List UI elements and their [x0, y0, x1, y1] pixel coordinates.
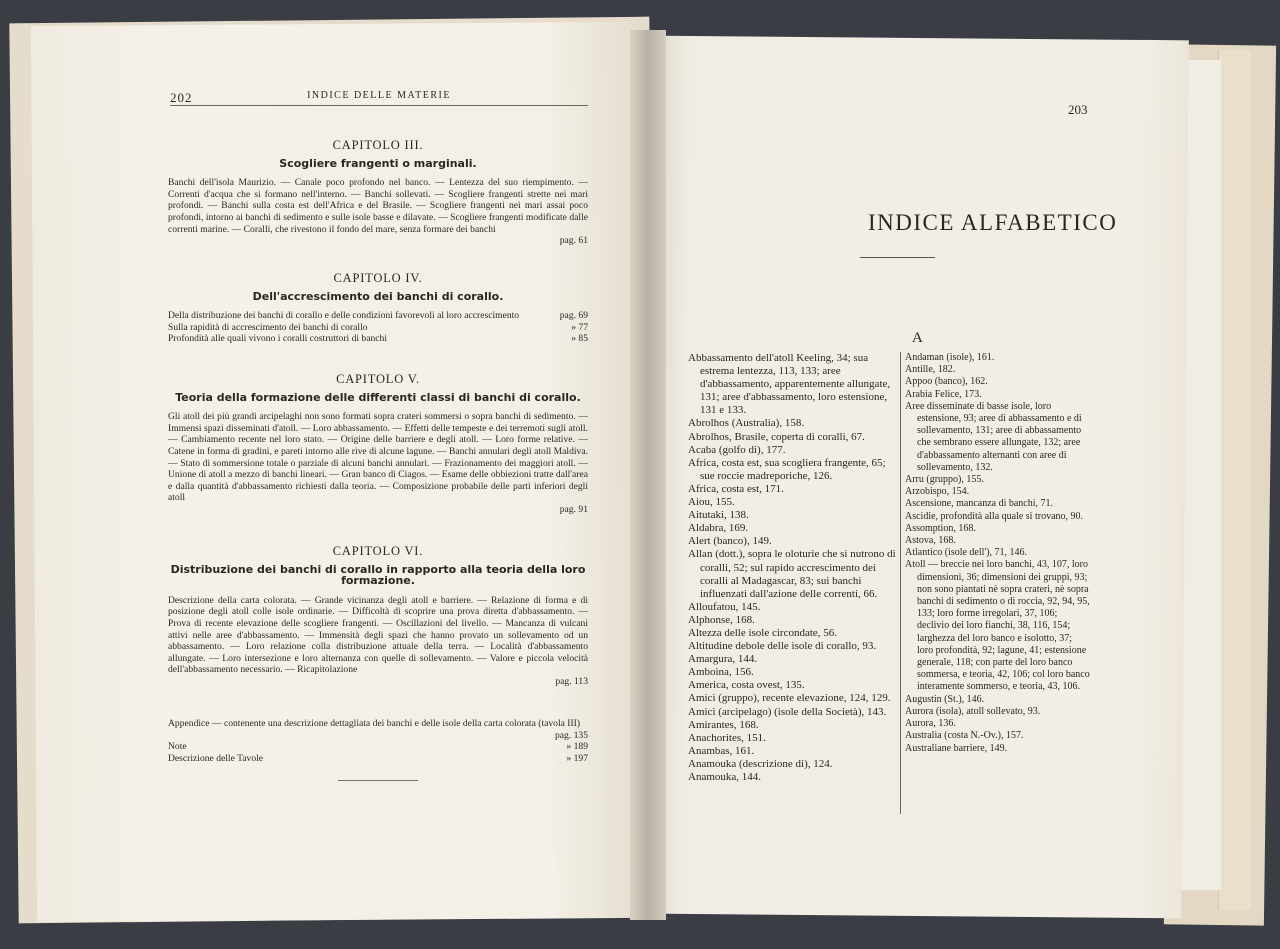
- toc-line: Note » 189: [168, 741, 588, 753]
- index-entry: Aldabra, 169.: [688, 522, 749, 535]
- index-entry: Andaman (isole), 161.: [905, 352, 995, 363]
- index-entry: Amici (arcipelago) (isole della Società), 143.: [688, 705, 887, 718]
- index-entry: Anamouka, 144.: [688, 771, 762, 783]
- index-entry: Appoo (banco), 162.: [905, 376, 988, 388]
- index-entry: Atoll — breccie nei loro banchi, 43, 107, loro dimensioni, 36; dimensioni dei gruppi, 93; non sono piantati nè sopra crateri, nè sopra banchi di sedimento o di roccia, 92, 94, 95, 133; loro forme irregolari, 37, 106; declivio dei loro fianchi, 38, 116, 154; larghezza del loro banco e isolotto, 37; loro profondità, 92; lagune, 41; estensione generale, 118; con parte del loro banco sommersa, e teoria, 42, 106; col loro banco interamente sommerso, e teoria, 43, 106.: [905, 559, 1090, 693]
- index-entry: Africa, costa est, sua scogliera frangente, 65; sue roccie madreporiche, 126.: [688, 456, 886, 482]
- book-gutter: [630, 30, 666, 920]
- index-entry: Astova, 168.: [905, 535, 956, 547]
- index-entry: Altezza delle isole circondate, 56.: [688, 626, 838, 639]
- chapter-title: Scogliere frangenti o marginali.: [279, 156, 477, 170]
- index-entry: Amici (gruppo), recente elevazione, 124, 129.: [688, 692, 891, 705]
- appendix-list: [168, 718, 588, 764]
- index-entry: Abbassamento dell'atoll Keeling, 34; sua estrema lentezza, 113, 133; aree d'abbassamento, apparentemente allungate, 131; aree d'abbassamento, loro estensione, 131 e 133.: [688, 352, 891, 417]
- index-entry: Abrolhos, Brasile, coperta di coralli, 67.: [688, 430, 865, 443]
- page-stack-edge: [1218, 50, 1251, 910]
- chapter-3: [168, 140, 588, 247]
- index-entry: Assomption, 168.: [905, 522, 976, 534]
- chapter-page-ref: pag. 61: [559, 235, 588, 247]
- index-entry: Augustin (St.), 146.: [905, 693, 985, 705]
- page-number-left: 202: [170, 90, 193, 105]
- end-rule: [338, 780, 418, 781]
- index-entry: Arzobispo, 154.: [905, 486, 970, 498]
- chapter-summary: Gli atoll dei più grandi arcipelaghi non sono formati sopra crateri sommersi o sopra banchi di sedimento. — Immensi spazi disseminati d'atoll. — Loro abbassamento. — Effetti delle tempeste e dei terremoti sugli atoll. — Cambiamento recente nel loro stato. — Origine delle barriere e degli atoll. — Loro forme relative. — Catene in forma di gradini, e pareti intorno alle rive di alcune lagune. — Banchi annulari degli atoll Maldiva. — Stato di sommersione totale o parziale di alcuni banchi annulari. — Frazionamento dei maggiori atoll. — Unione di atoll a mezzo di banchi lineari. — Gran banco di Ciagos. — Esame delle obbiezioni tratte dall'area e dalla quantità d'abbassamento richiesti dalla teoria. — Composizione probabile delle parti inferiori degli atoll: [168, 411, 588, 504]
- index-title: INDICE ALFABETICO: [868, 210, 1118, 235]
- index-entry: Aurora (isola), atoll sollevato, 93.: [905, 705, 1041, 717]
- chapter-5: [168, 374, 588, 516]
- index-entry: America, costa ovest, 135.: [688, 679, 805, 692]
- running-head-title: INDICE DELLE MATERIE: [307, 90, 451, 101]
- chapter-title: Distribuzione dei banchi di corallo in rapporto alla teoria della loro formazione.: [170, 562, 586, 588]
- index-letter: A: [912, 330, 923, 346]
- page-number-right: 203: [1068, 102, 1088, 117]
- index-column-1: [688, 352, 898, 784]
- index-entry: Aitutaki, 138.: [688, 509, 749, 522]
- chapter-summary: Descrizione della carta colorata. — Grande vicinanza degli atoll e barriere. — Relazione di forma e di posizione degli atoll colle isole ordinarie. — Difficoltà di scoprire una prova diretta d'abbassamento. — Prova di recente elevazione delle scogliere frangenti. — Oscillazioni del livello. — Mancanza di vulcani attivi nelle aree d'abbassamento. — Immensità degli spazi che hanno provato un sollevamento od un abbassamento. — Loro relazione colla distribuzione attuale della terra. — Località d'abbassamento allungate. — Loro intersezione e loro alternanza con quelle di sollevamento. — Valore e piccola velocità dell'abbassamento necessario. — Ricapitolazione: [168, 594, 588, 676]
- chapter-summary: Banchi dell'isola Maurizio. — Canale poco profondo nel banco. — Lentezza del suo riempimento. — Correnti d'acqua che si formano nell'interno. — Banchi sollevati. — Scogliere frangenti strette nei mari profondi. — Banchi sulla costa est dell'Africa e del Brasile. — Scogliere frangenti nei mari assai poco profondi, intorno ai banchi di sedimento e sulle isole basse e dilavate. — Scogliere frangenti modificate dalle correnti marine. — Coralli, che rivestono il fondo del mare, senza formare dei banchi: [168, 177, 588, 235]
- chapter-number: CAPITOLO V.: [336, 372, 420, 386]
- index-entry: Abrolhos (Australia), 158.: [688, 417, 805, 430]
- chapter-title: Dell'accrescimento dei banchi di corallo.: [252, 289, 504, 303]
- index-entry: Ascensione, mancanza di banchi, 71.: [905, 498, 1054, 510]
- index-entry: Altitudine debole delle isole di corallo, 93.: [688, 640, 877, 653]
- index-entry: Australiane barriere, 149.: [905, 742, 1008, 754]
- index-entry: Alert (banco), 149.: [688, 535, 772, 548]
- toc-line: Descrizione delle Tavole » 197: [168, 752, 588, 764]
- index-entry: Aree disseminate di basse isole, loro estensione, 93; aree di abbassamento e di sollevamento, 131; aree di abbassamento che sembrano essere allungate, 132; aree d'abbassamento alternanti con aree di sollevamento, 132.: [905, 400, 1082, 473]
- toc-line: Sulla rapidità di accrescimento dei banchi di corallo » 77: [168, 321, 588, 333]
- index-entry: Anamouka (descrizione di), 124.: [688, 757, 833, 770]
- index-entry: Alloufatou, 145.: [688, 600, 761, 613]
- chapter-page-ref: pag. 113: [555, 675, 588, 687]
- index-entry: Allan (dott.), sopra le oloturie che si nutrono di coralli, 52; sul rapido accrescimento dei coralli al Madagascar, 83; sui banchi influenzati dall'azione delle correnti, 66.: [688, 548, 896, 600]
- index-entry: Antille, 182.: [905, 364, 956, 376]
- toc-line: Profondità alle quali vivono i coralli costruttori di banchi » 85: [168, 333, 588, 345]
- index-entry: Arabia Felice, 173.: [905, 388, 982, 400]
- index-entry: Arru (gruppo), 155.: [905, 474, 984, 486]
- index-entry: Aurora, 136.: [905, 718, 956, 730]
- chapter-6: [168, 546, 588, 688]
- index-entry: Australia (costa N.-Ov.), 157.: [905, 730, 1024, 742]
- chapter-number: CAPITOLO VI.: [332, 544, 424, 558]
- index-entry: Anambas, 161.: [688, 744, 755, 757]
- index-column-2: [905, 352, 1090, 755]
- index-entry: Anachorites, 151.: [688, 731, 766, 744]
- title-rule: [860, 257, 935, 258]
- chapter-4: [168, 273, 588, 345]
- index-entry: Amirantes, 168.: [688, 718, 759, 731]
- appendix-entry: Appendice — contenente una descrizione dettagliata dei banchi e delle isole della carta colorata (tavola III): [168, 718, 581, 729]
- index-entry: Atlantico (isole dell'), 71, 146.: [905, 547, 1028, 559]
- running-header: [170, 90, 588, 106]
- chapter-number: CAPITOLO III.: [332, 138, 424, 152]
- chapter-number: CAPITOLO IV.: [333, 271, 423, 285]
- chapter-page-ref: pag. 91: [559, 503, 588, 515]
- chapter-title: Teoria della formazione delle differenti classi di banchi di corallo.: [175, 390, 581, 404]
- index-entry: Amargura, 144.: [688, 653, 758, 666]
- appendix-page-ref: pag. 135: [554, 729, 588, 741]
- index-entry: Amboina, 156.: [688, 666, 754, 679]
- index-entry: Acaba (golfo di), 177.: [688, 443, 786, 456]
- index-entry: Alphonse, 168.: [688, 613, 755, 626]
- column-divider: [900, 352, 901, 814]
- index-entry: Aiou, 155.: [688, 496, 735, 509]
- index-entry: Ascidie, profondità alla quale si trovano, 90.: [905, 510, 1084, 522]
- index-entry: Africa, costa est, 171.: [688, 482, 784, 495]
- toc-line: Della distribuzione dei banchi di corallo e delle condizioni favorevoli al loro accrescimento pag. 69: [168, 310, 588, 322]
